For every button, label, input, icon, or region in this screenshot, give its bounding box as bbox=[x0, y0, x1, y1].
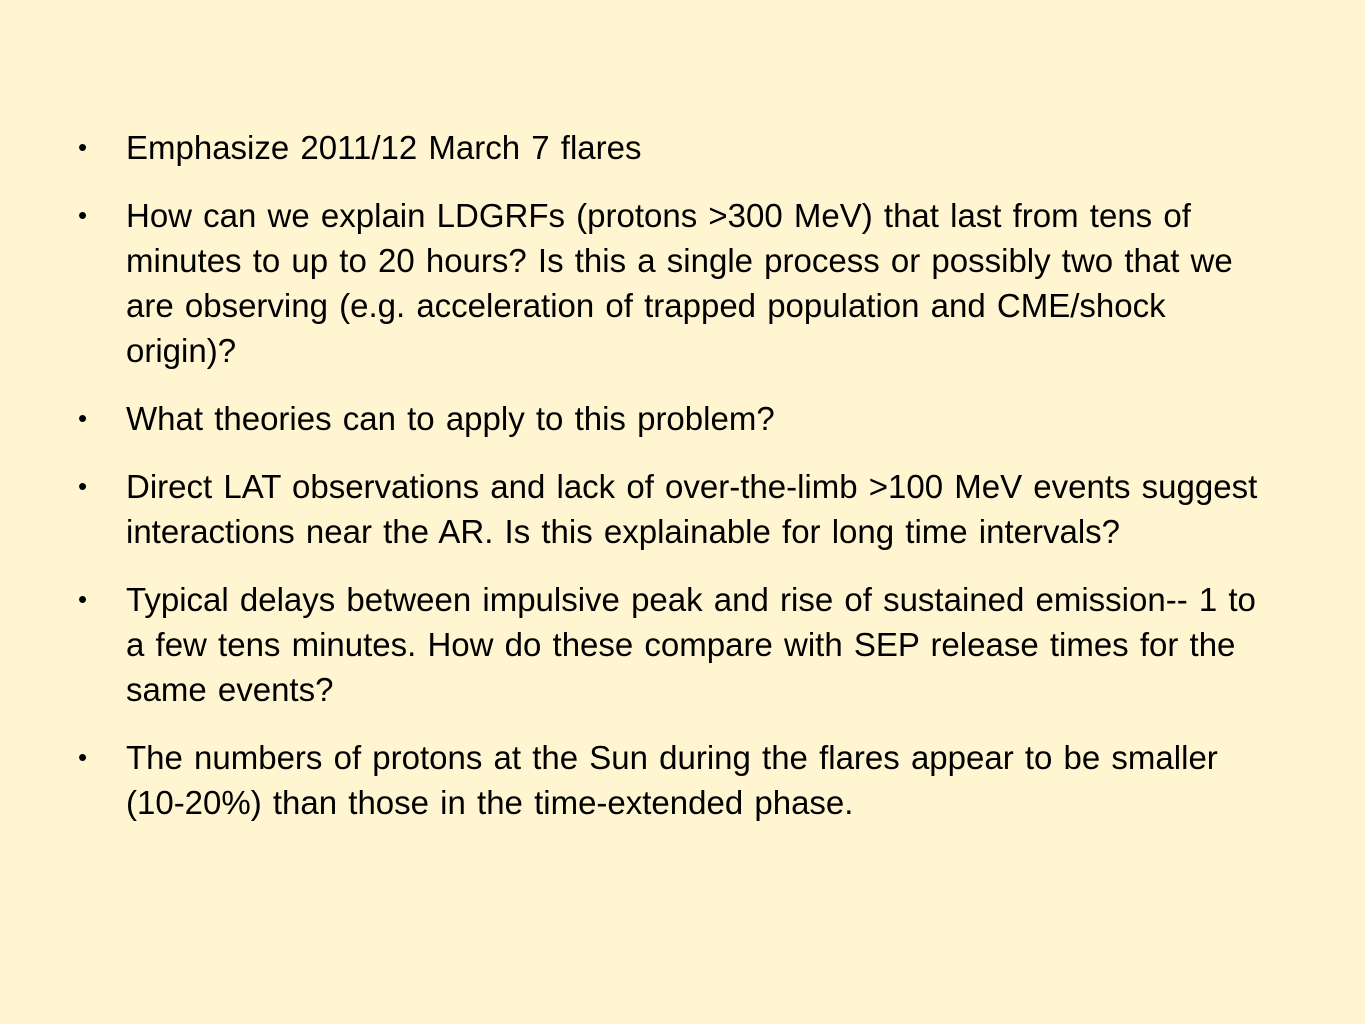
bullet-item bbox=[78, 125, 1278, 170]
bullet-item bbox=[78, 577, 1278, 712]
bullet-dot-icon: • bbox=[78, 742, 88, 772]
bullet-dot-icon: • bbox=[78, 200, 88, 230]
bullet-text: Emphasize 2011/12 March 7 flares bbox=[126, 129, 642, 166]
bullet-item bbox=[78, 193, 1278, 373]
bullet-text: How can we explain LDGRFs (protons >300 MeV) that last from tens of minutes to up to 20 hours? Is this a single process or possibly two that we are observing (e.g. acceleration of trapped population and CME/shock origin)? bbox=[126, 197, 1233, 369]
bullet-dot-icon: • bbox=[78, 132, 88, 162]
bullet-text: The numbers of protons at the Sun during the flares appear to be smaller (10-20%) than those in the time-extended phase. bbox=[126, 739, 1218, 821]
bullet-item bbox=[78, 735, 1278, 825]
bullet-text: What theories can to apply to this problem? bbox=[126, 400, 775, 437]
bullet-item bbox=[78, 396, 1278, 441]
bullet-text: Typical delays between impulsive peak and rise of sustained emission-- 1 to a few tens minutes. How do these compare with SEP release times for the same events? bbox=[126, 581, 1256, 708]
bullet-dot-icon: • bbox=[78, 584, 88, 614]
bullet-text: Direct LAT observations and lack of over-the-limb >100 MeV events suggest interactions near the AR. Is this explainable for long time intervals? bbox=[126, 468, 1258, 550]
bullet-dot-icon: • bbox=[78, 403, 88, 433]
bullet-dot-icon: • bbox=[78, 471, 88, 501]
bullet-item bbox=[78, 464, 1278, 554]
bullet-list bbox=[78, 125, 1278, 848]
